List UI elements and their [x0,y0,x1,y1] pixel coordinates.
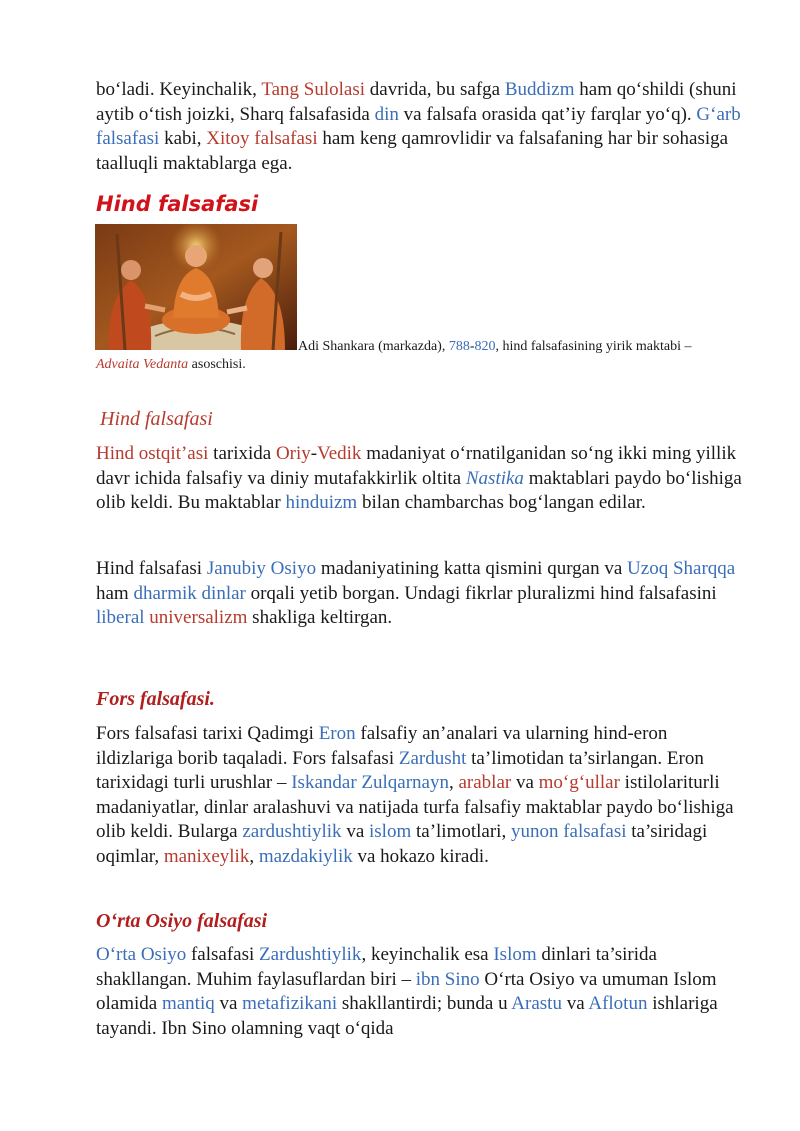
inline-link[interactable]: 820 [474,339,496,354]
inline-link[interactable]: G‘arb falsafasi [96,103,741,149]
text-run: va [511,772,539,793]
hind-section-heading: Hind falsafasi [96,192,259,216]
text-run: bilan chambarchas bog‘langan edilar. [357,492,646,513]
text-run: O‘rta Osiyo va umuman Islom olamida [96,968,717,1014]
text-run: orqali yetib borgan. Undagi fikrlar pluralizmi hind falsafasini [245,582,717,604]
text-run: falsafasi [186,944,260,965]
text-run: dinlari ta’sirida shakllangan. Muhim faylasuflardan biri – [96,944,657,990]
text-run: kabi, [159,128,207,149]
inline-link[interactable]: Nastika [465,467,524,489]
text-run: ham keng qamrovlidir va falsafaning har bir sohasiga taalluqli maktablarga ega. [96,128,729,174]
text-run: Adi Shankara (markazda), [298,339,449,354]
inline-link[interactable]: Eron [318,723,356,744]
text-run: madaniyat o‘rnatilganidan so‘ng ikki ming yillik davr ichida falsafiy va diniy mutafakkirlik oltita [96,443,737,489]
inline-link[interactable]: islom [369,821,412,842]
text-run: ham [96,582,134,604]
text-run: , keyinchalik esa [361,944,494,965]
inline-link[interactable]: Tang Sulolasi [261,79,366,100]
text-run: ta’siridagi oqimlar, [96,821,708,867]
inline-link[interactable]: Iskandar Zulqarnayn [291,772,449,793]
text-run: ta’limotlari, [411,821,511,842]
orta-osiyo-paragraph [96,943,746,1041]
inline-link[interactable]: arablar [458,772,512,793]
text-run: - [310,443,318,464]
inline-link[interactable]: Uzoq Sharqqa [627,558,736,579]
text-run: ham qo‘shildi (shuni aytib o‘tish joizki, Sharq falsafasida [96,79,737,125]
text-run: shakliga keltirgan. [247,607,393,628]
text-run: maktablari paydo bo‘lishiga olib keldi. Bu maktablar [96,467,742,513]
text-run: va [561,993,589,1014]
inline-link[interactable]: Xitoy falsafasi [206,128,318,149]
text-run: tarixida [208,443,276,464]
inline-link[interactable]: mantiq [161,993,215,1014]
orta-osiyo-heading: O‘rta Osiyo falsafasi [96,910,268,932]
text-run: va [214,993,243,1014]
text-run: bo‘ladi. Keyinchalik, [96,79,262,100]
text-run: davrida, bu safga [365,79,505,100]
figure-caption [96,338,696,374]
text-run: va falsafa orasida qat’iy farqlar yo‘q). [398,103,697,125]
inline-link[interactable]: mo‘g‘ullar [538,772,620,793]
inline-link[interactable]: universalizm [149,607,248,628]
intro-paragraph [96,78,756,176]
adi-shankara-image [95,224,297,350]
text-run: Fors falsafasi tarixi Qadimgi [96,723,319,744]
text-run: - [469,339,475,354]
text-run: ta’limotidan ta’sirlangan. Eron tarixidagi turli urushlar – [96,747,704,793]
text-run: madaniyatining katta qismini qurgan va [316,558,628,579]
inline-link[interactable]: Aflotun [588,993,648,1014]
inline-link[interactable]: Islom [493,944,537,965]
inline-link[interactable]: mazdakiylik [258,845,353,867]
inline-link[interactable]: metafizikani [242,993,338,1014]
inline-link[interactable]: Vedik [317,443,362,464]
inline-link[interactable]: ibn Sino [415,968,480,990]
text-run: , [448,772,459,793]
text-run: va hokazo kiradi. [352,845,489,867]
text-run: Hind falsafasi [96,558,207,579]
inline-link[interactable]: manixeylik [163,845,250,867]
inline-link[interactable]: Zardushtiylik [259,944,362,965]
hind-subheading: Hind falsafasi [100,408,213,430]
text-run: asoschisi. [188,357,246,372]
inline-link[interactable]: yunon falsafasi [510,821,627,842]
text-run: va [341,821,369,842]
inline-link[interactable]: dharmik dinlar [133,582,246,604]
fors-paragraph [96,722,746,869]
inline-link[interactable]: zardushtiylik [242,821,342,842]
inline-link[interactable]: O‘rta Osiyo [96,944,187,965]
inline-link[interactable]: Advaita Vedanta [96,357,189,372]
hind-paragraph-2 [96,557,751,631]
inline-link[interactable]: hinduizm [285,492,358,513]
text-run: , [249,845,259,867]
inline-link[interactable]: Oriy [275,443,311,464]
inline-link[interactable]: Buddizm [504,79,575,100]
fors-section-heading: Fors falsafasi. [96,688,215,710]
caption-text [96,339,691,372]
inline-link[interactable]: Hind ostqit’asi [96,443,209,464]
inline-link[interactable]: Janubiy Osiyo [206,558,317,579]
inline-link[interactable]: din [374,103,399,125]
text-run: shakllantirdi; bunda u [337,993,512,1014]
text-run: istilolariturli madaniyatlar, dinlar aralashuvi va natijada turfa falsafiy maktablar paydo bo‘lishiga olib keldi. Bularga [96,772,734,842]
text-run: falsafiy an’analari va ularning hind-eron ildizlariga borib taqaladi. Fors falsafasi [96,723,668,769]
inline-link[interactable]: Arastu [511,993,562,1014]
hind-paragraph-1 [96,442,756,516]
inline-link[interactable]: Zardusht [398,747,467,769]
inline-link[interactable]: 788 [448,339,470,354]
text-run: ishlariga tayandi. Ibn Sino olamning vaqt o‘qida [96,993,718,1039]
text-run: , hind falsafasining yirik maktabi – [495,339,692,354]
inline-link[interactable]: liberal [96,607,145,628]
